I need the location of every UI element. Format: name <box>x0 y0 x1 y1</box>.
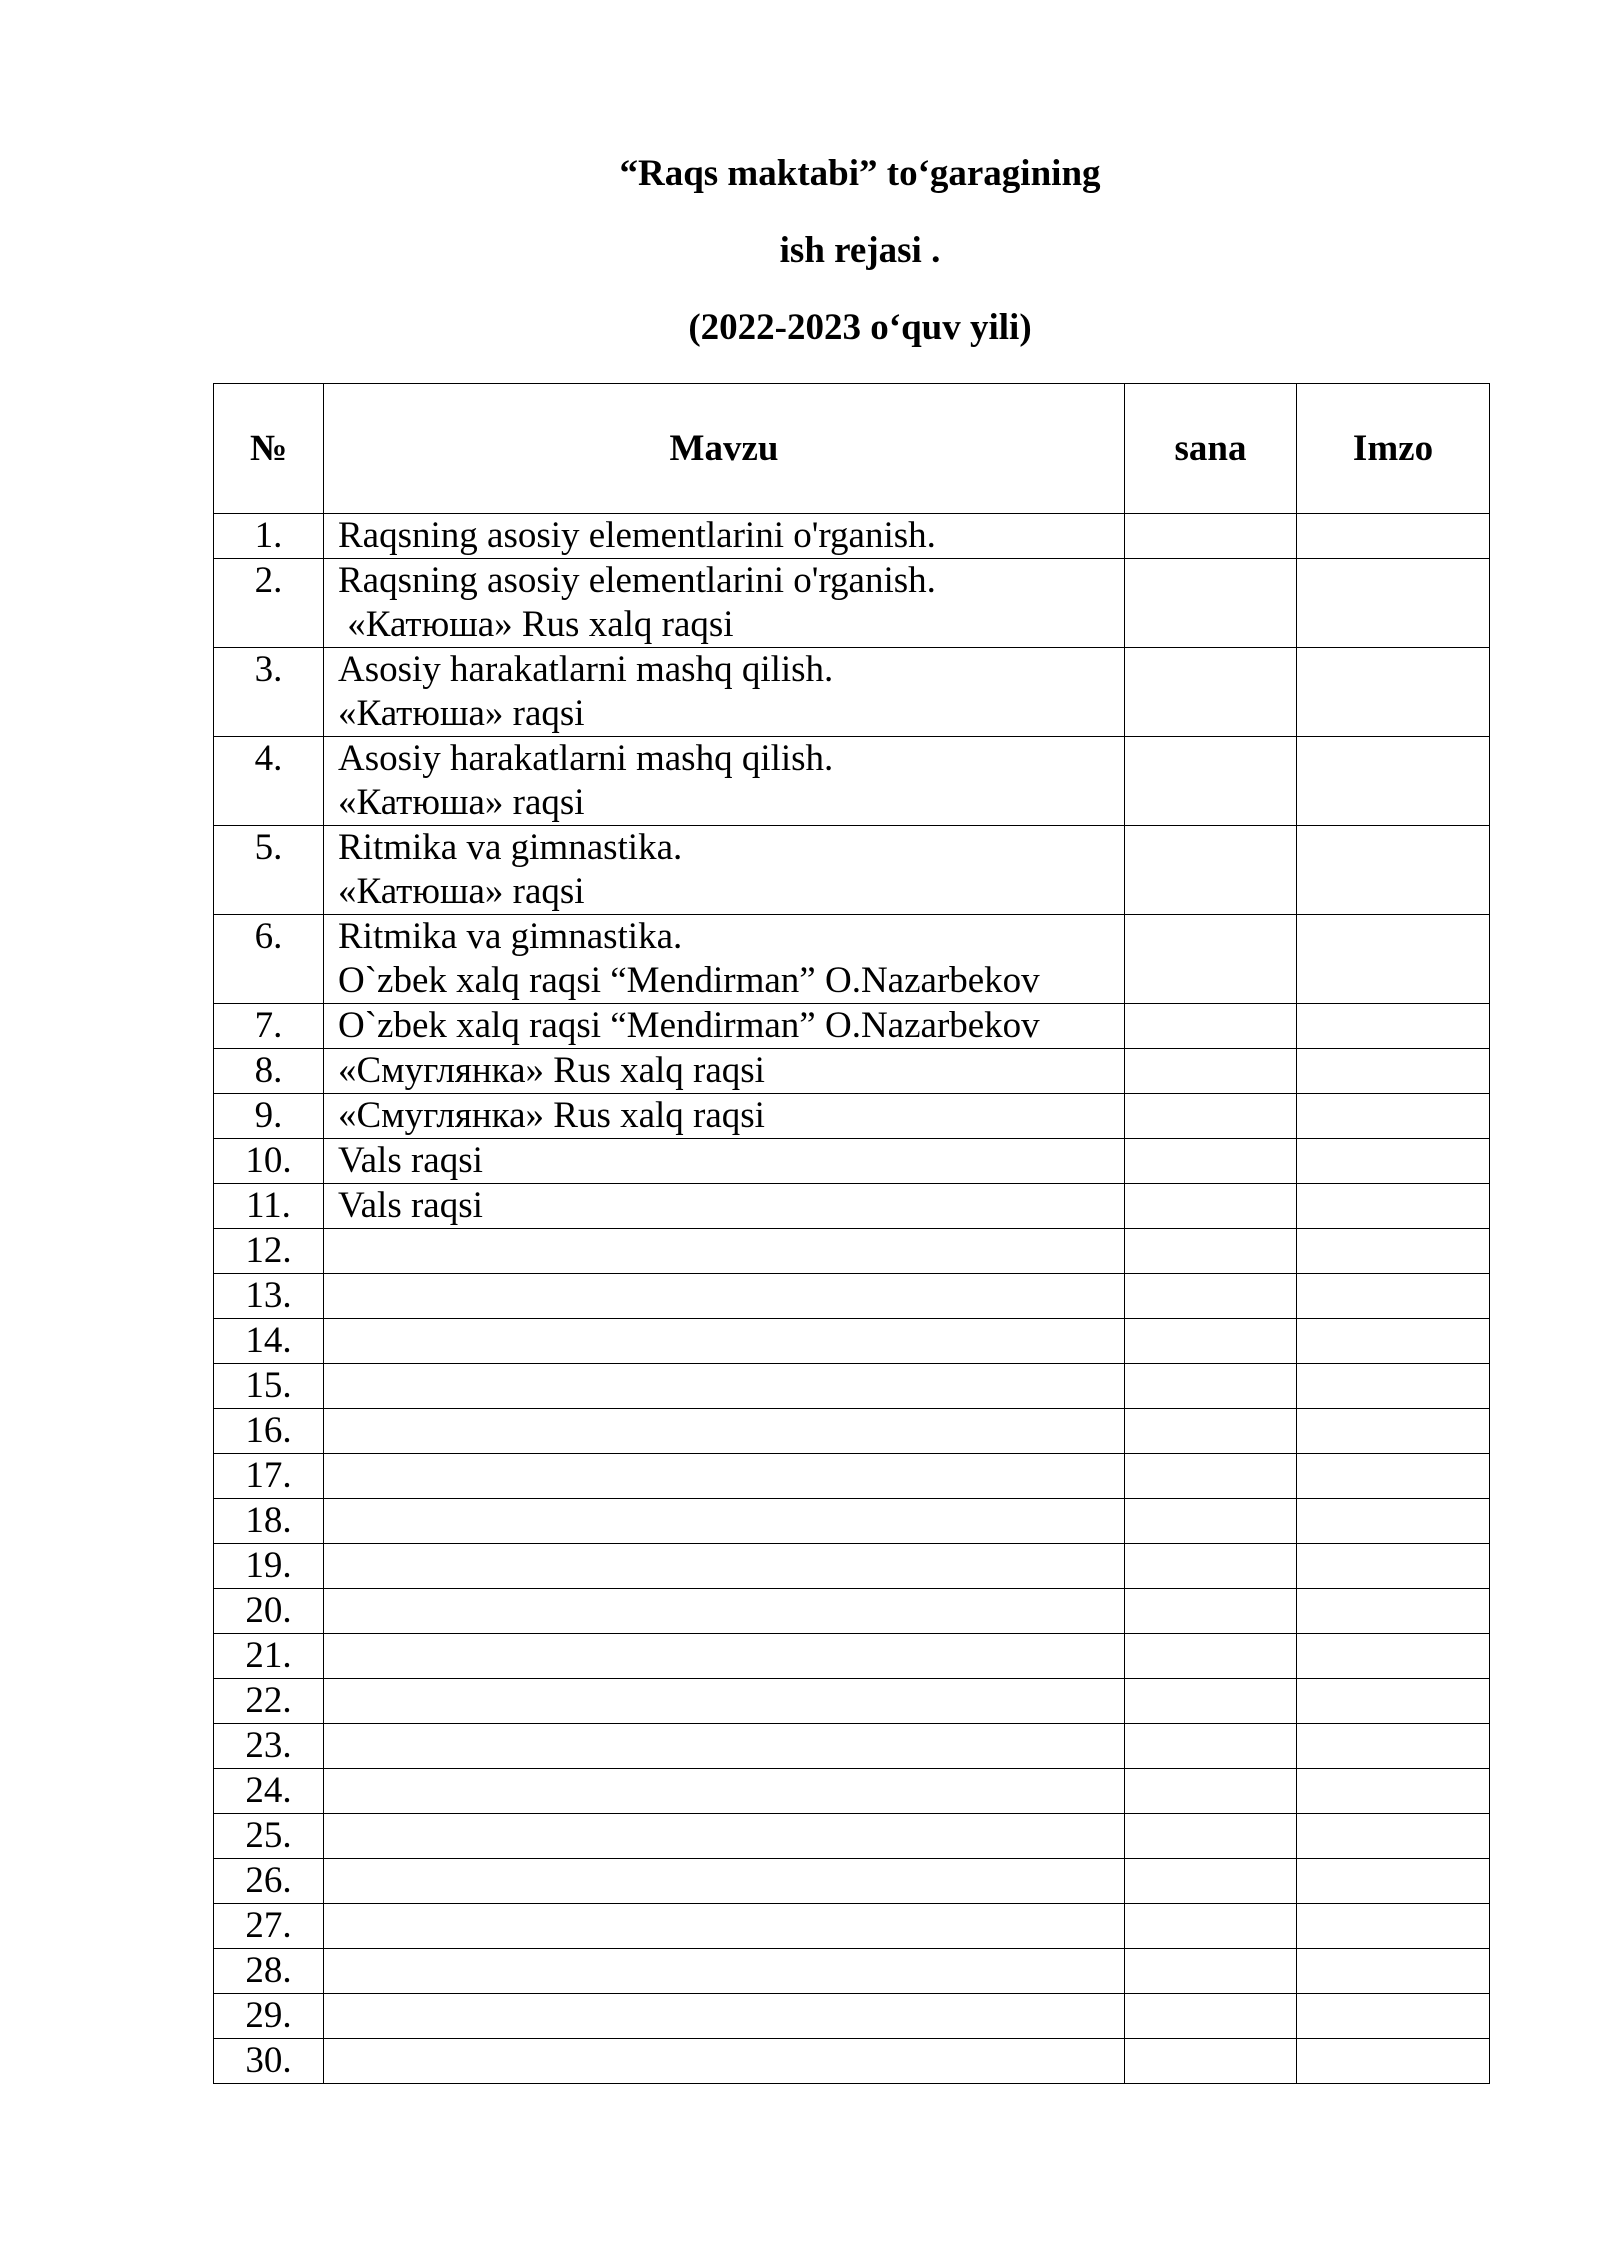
row-date <box>1125 1184 1297 1229</box>
row-signature <box>1297 1139 1490 1184</box>
work-plan-table <box>213 383 1490 2084</box>
table-row <box>214 1229 1490 1274</box>
table-body <box>214 514 1490 2084</box>
row-signature <box>1297 648 1490 737</box>
row-date <box>1125 1094 1297 1139</box>
row-date <box>1125 1634 1297 1679</box>
row-signature <box>1297 915 1490 1004</box>
row-date <box>1125 1274 1297 1319</box>
row-topic <box>324 1679 1125 1724</box>
row-date <box>1125 1364 1297 1409</box>
row-date <box>1125 1319 1297 1364</box>
row-number: 10. <box>214 1139 324 1184</box>
row-topic <box>324 1769 1125 1814</box>
row-number: 27. <box>214 1904 324 1949</box>
row-topic: Vals raqsi <box>324 1184 1125 1229</box>
row-date <box>1125 1229 1297 1274</box>
row-date <box>1125 1814 1297 1859</box>
row-topic: Asosiy harakatlarni mashq qilish. «Катюша» raqsi <box>324 737 1125 826</box>
row-number: 7. <box>214 1004 324 1049</box>
row-topic <box>324 1274 1125 1319</box>
row-number: 1. <box>214 514 324 559</box>
row-topic <box>324 1544 1125 1589</box>
document-title: “Raqs maktabi” to‘garagining <box>619 153 1101 194</box>
row-topic <box>324 1994 1125 2039</box>
row-signature <box>1297 1229 1490 1274</box>
row-signature <box>1297 1094 1490 1139</box>
row-signature <box>1297 1859 1490 1904</box>
row-signature <box>1297 1409 1490 1454</box>
table-row <box>214 1094 1490 1139</box>
row-date <box>1125 1679 1297 1724</box>
row-date <box>1125 737 1297 826</box>
row-signature <box>1297 1049 1490 1094</box>
row-topic <box>324 1814 1125 1859</box>
row-signature <box>1297 1319 1490 1364</box>
row-signature <box>1297 1679 1490 1724</box>
row-topic: «Смуглянка» Rus xalq raqsi <box>324 1049 1125 1094</box>
row-number: 6. <box>214 915 324 1004</box>
row-signature <box>1297 1994 1490 2039</box>
table-row <box>214 1589 1490 1634</box>
table-row <box>214 1409 1490 1454</box>
table-row <box>214 1364 1490 1409</box>
row-number: 9. <box>214 1094 324 1139</box>
row-date <box>1125 1904 1297 1949</box>
row-signature <box>1297 1544 1490 1589</box>
row-number: 2. <box>214 559 324 648</box>
table-row <box>214 826 1490 915</box>
row-number: 18. <box>214 1499 324 1544</box>
row-signature <box>1297 1364 1490 1409</box>
row-topic <box>324 1589 1125 1634</box>
table-row <box>214 1544 1490 1589</box>
row-date <box>1125 1769 1297 1814</box>
row-date <box>1125 559 1297 648</box>
row-topic <box>324 2039 1125 2084</box>
row-number: 11. <box>214 1184 324 1229</box>
row-topic <box>324 1364 1125 1409</box>
table-header-row <box>214 384 1490 514</box>
row-number: 19. <box>214 1544 324 1589</box>
table-row <box>214 1004 1490 1049</box>
row-signature <box>1297 514 1490 559</box>
document-subtitle: ish rejasi . <box>779 230 941 271</box>
row-date <box>1125 915 1297 1004</box>
row-date <box>1125 1409 1297 1454</box>
table-row <box>214 1904 1490 1949</box>
row-topic <box>324 1229 1125 1274</box>
row-number: 25. <box>214 1814 324 1859</box>
row-date <box>1125 1544 1297 1589</box>
row-signature <box>1297 1724 1490 1769</box>
row-signature <box>1297 1274 1490 1319</box>
table-row <box>214 1634 1490 1679</box>
row-number: 23. <box>214 1724 324 1769</box>
row-date <box>1125 1499 1297 1544</box>
table-row <box>214 737 1490 826</box>
row-signature <box>1297 1454 1490 1499</box>
table-row <box>214 1319 1490 1364</box>
table-row <box>214 648 1490 737</box>
row-topic: O`zbek xalq raqsi “Mendirman” O.Nazarbekov <box>324 1004 1125 1049</box>
table-row <box>214 1994 1490 2039</box>
row-date <box>1125 1454 1297 1499</box>
row-number: 13. <box>214 1274 324 1319</box>
row-number: 26. <box>214 1859 324 1904</box>
row-number: 14. <box>214 1319 324 1364</box>
table-row <box>214 1949 1490 1994</box>
row-topic: Ritmika va gimnastika. O`zbek xalq raqsi “Mendirman” O.Nazarbekov <box>324 915 1125 1004</box>
row-signature <box>1297 1004 1490 1049</box>
row-signature <box>1297 1949 1490 1994</box>
row-topic: Raqsning asosiy elementlarini o'rganish. <box>324 514 1125 559</box>
row-signature <box>1297 1634 1490 1679</box>
row-date <box>1125 1049 1297 1094</box>
row-number: 12. <box>214 1229 324 1274</box>
row-date <box>1125 1589 1297 1634</box>
table-row <box>214 514 1490 559</box>
row-topic <box>324 1499 1125 1544</box>
row-number: 3. <box>214 648 324 737</box>
row-number: 15. <box>214 1364 324 1409</box>
table-row <box>214 1049 1490 1094</box>
row-date <box>1125 2039 1297 2084</box>
row-date <box>1125 1139 1297 1184</box>
table-row <box>214 2039 1490 2084</box>
row-signature <box>1297 737 1490 826</box>
header-topic: Mavzu <box>324 384 1125 514</box>
table-row <box>214 1814 1490 1859</box>
row-number: 28. <box>214 1949 324 1994</box>
table-row <box>214 1499 1490 1544</box>
table-row <box>214 1724 1490 1769</box>
row-topic: «Смуглянка» Rus xalq raqsi <box>324 1094 1125 1139</box>
row-topic <box>324 1319 1125 1364</box>
header-signature: Imzo <box>1297 384 1490 514</box>
header-date: sana <box>1125 384 1297 514</box>
row-signature <box>1297 1499 1490 1544</box>
row-number: 30. <box>214 2039 324 2084</box>
row-date <box>1125 1994 1297 2039</box>
table-row <box>214 915 1490 1004</box>
row-signature <box>1297 826 1490 915</box>
row-date <box>1125 1724 1297 1769</box>
row-date <box>1125 514 1297 559</box>
row-topic <box>324 1904 1125 1949</box>
row-number: 4. <box>214 737 324 826</box>
row-number: 24. <box>214 1769 324 1814</box>
academic-year: (2022-2023 o‘quv yili) <box>688 307 1032 348</box>
row-number: 22. <box>214 1679 324 1724</box>
row-number: 17. <box>214 1454 324 1499</box>
table-row <box>214 1679 1490 1724</box>
row-topic <box>324 1859 1125 1904</box>
row-number: 5. <box>214 826 324 915</box>
row-topic <box>324 1949 1125 1994</box>
row-signature <box>1297 1184 1490 1229</box>
row-topic <box>324 1454 1125 1499</box>
row-signature <box>1297 1814 1490 1859</box>
row-topic: Asosiy harakatlarni mashq qilish. «Катюша» raqsi <box>324 648 1125 737</box>
row-date <box>1125 1859 1297 1904</box>
row-number: 20. <box>214 1589 324 1634</box>
row-date <box>1125 648 1297 737</box>
row-number: 29. <box>214 1994 324 2039</box>
row-signature <box>1297 2039 1490 2084</box>
row-number: 8. <box>214 1049 324 1094</box>
row-topic: Ritmika va gimnastika. «Катюша» raqsi <box>324 826 1125 915</box>
table-row <box>214 559 1490 648</box>
row-number: 21. <box>214 1634 324 1679</box>
row-topic <box>324 1409 1125 1454</box>
row-topic: Vals raqsi <box>324 1139 1125 1184</box>
row-signature <box>1297 559 1490 648</box>
row-signature <box>1297 1769 1490 1814</box>
row-topic <box>324 1634 1125 1679</box>
table-row <box>214 1184 1490 1229</box>
row-date <box>1125 1004 1297 1049</box>
table-row <box>214 1769 1490 1814</box>
row-signature <box>1297 1589 1490 1634</box>
header-number: № <box>214 384 324 514</box>
row-topic: Raqsning asosiy elementlarini o'rganish. «Катюша» Rus xalq raqsi <box>324 559 1125 648</box>
row-number: 16. <box>214 1409 324 1454</box>
table-row <box>214 1454 1490 1499</box>
row-signature <box>1297 1904 1490 1949</box>
row-date <box>1125 1949 1297 1994</box>
table-row <box>214 1859 1490 1904</box>
table-row <box>214 1139 1490 1184</box>
table-row <box>214 1274 1490 1319</box>
row-date <box>1125 826 1297 915</box>
row-topic <box>324 1724 1125 1769</box>
